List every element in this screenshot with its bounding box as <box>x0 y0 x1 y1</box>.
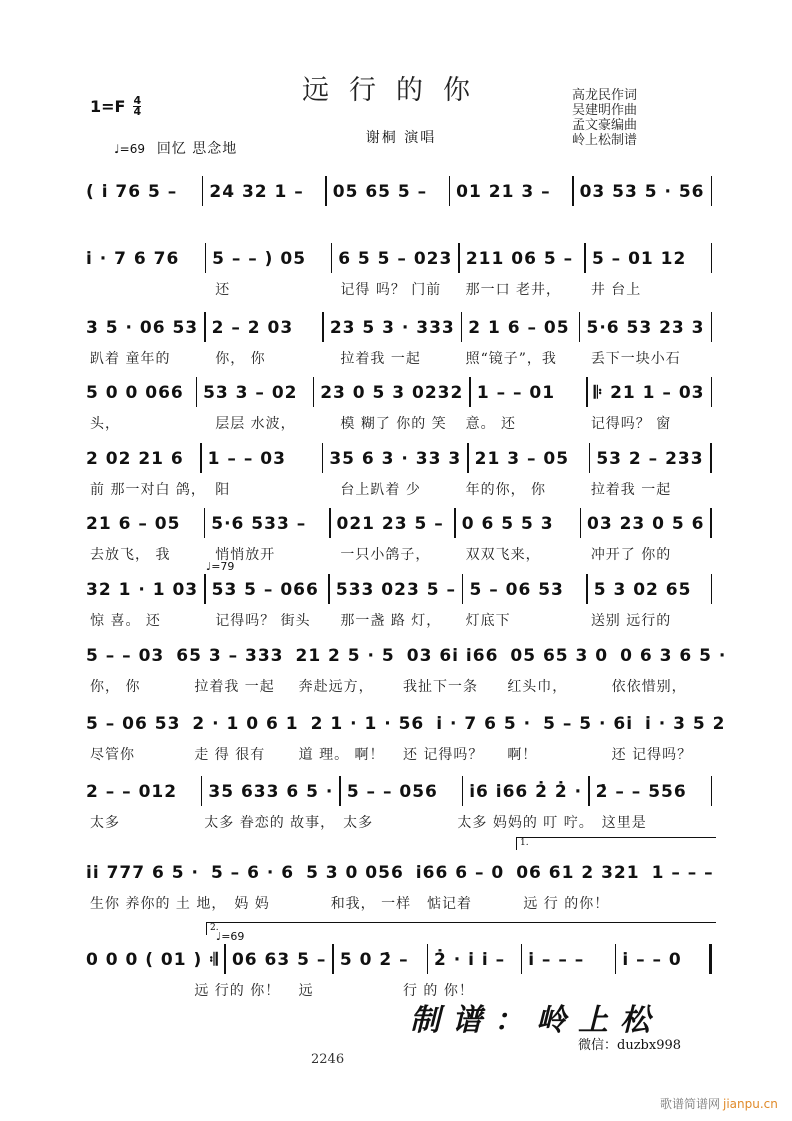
lyric-segment: 红头巾， <box>507 679 568 695</box>
notation-staff <box>86 443 712 469</box>
score-line <box>86 640 727 696</box>
score-line <box>86 923 712 1000</box>
measure: 5 – 06 53 <box>86 714 181 734</box>
measure: 021 23 5 – <box>336 514 444 534</box>
measure: 0 0 0 ( 01 ) 𝄇 <box>86 950 219 970</box>
measure: i̇i̇ 777 6 5 · <box>86 863 199 883</box>
lyric-segment: 远 行 的你！ <box>523 896 610 912</box>
score-line <box>86 708 726 764</box>
measure: 5 – 06 53 <box>469 580 564 600</box>
barline <box>709 944 712 974</box>
lyrics-line <box>86 676 712 696</box>
lyric-segment <box>86 279 211 299</box>
barline <box>711 776 713 806</box>
notation-staff <box>86 857 712 883</box>
measure: 1 – – – <box>651 863 714 883</box>
transcriber-signature: 制谱：岭上松 <box>410 1003 662 1038</box>
lyric-segment: 太多 <box>343 815 374 831</box>
measure: 5 3 02 65 <box>593 580 692 600</box>
measure: 5 0 0 066 <box>86 383 184 403</box>
lyric-segment: 一只小鸽子， <box>340 547 431 563</box>
lyric-segment: 啊！ <box>507 747 538 763</box>
lyric-segment: 意。 还 <box>465 416 517 432</box>
measure: 23 5 3 · 333 <box>329 318 455 338</box>
measure: 3 5 · 06 53 <box>86 318 199 338</box>
tempo-value: ♩=69 <box>114 142 145 156</box>
score-line <box>86 508 712 564</box>
measure: 01 21 3 – <box>456 182 551 202</box>
measure: 06 61 2 321 <box>516 863 640 883</box>
measure: 35 633 6 5 · <box>208 782 334 802</box>
lyricist-credit: 高龙民作词 <box>572 88 638 103</box>
lyrics-line <box>86 348 712 368</box>
volta-second-ending: 2. <box>206 922 716 935</box>
notation-staff <box>86 243 712 269</box>
lyric-segment: 拉着我 一起 <box>340 351 421 367</box>
barline <box>711 243 713 273</box>
lyric-segment: 灯底下 <box>465 613 511 629</box>
lyric-segment: 惦记着 <box>427 896 473 912</box>
lyric-segment: 远 <box>298 983 314 999</box>
measure: 35 6 3 · 33 3 <box>329 449 462 469</box>
notation-staff <box>86 312 712 338</box>
lyric-segment: 妈 妈 <box>234 896 270 912</box>
measure: 53 5 – 066 <box>211 580 319 600</box>
watermark <box>660 1095 778 1112</box>
measure: 53 3 – 02 <box>203 383 298 403</box>
lyric-segment: 太多 <box>90 815 120 831</box>
measure: 211 06 5 – <box>465 249 574 269</box>
barline <box>710 508 712 538</box>
score-line <box>86 443 712 499</box>
lyric-segment: 这里是 <box>601 815 647 831</box>
lyric-segment: 照“镜子”，我 <box>465 351 557 367</box>
measure: i̇66 6 – 0 <box>415 863 505 883</box>
lyric-segment: 我扯下一条 <box>402 679 478 695</box>
measure: i̇6 i̇66 2̇ 2̇ · <box>469 782 583 802</box>
lyric-segment: 拉着我 一起 <box>590 482 672 498</box>
key-label: 1=F <box>90 97 126 116</box>
lyric-segment: 井 台上 <box>590 282 642 298</box>
measure: 2 1 6 – 05 <box>468 318 570 338</box>
lyric-segment: 奔赴远方， <box>298 679 374 695</box>
lyric-segment: 还 记得吗？ <box>611 747 693 763</box>
lyric-segment: 还 记得吗？ <box>402 747 484 763</box>
lyrics-line <box>86 812 712 832</box>
lyric-segment: 走 得 很有 <box>194 747 266 763</box>
score-line <box>86 560 712 630</box>
lyric-segment: 送别 远行的 <box>590 613 672 629</box>
lyrics-line <box>86 413 712 433</box>
lyric-segment: 层层 水波， <box>215 416 296 432</box>
measure: 2 1 · 1 · 56 <box>310 714 425 734</box>
notation-staff <box>86 508 712 534</box>
measure: 21 2 5 · 5 <box>295 646 395 666</box>
measure: 5 0 2̇ – <box>339 950 409 970</box>
lyric-segment: 太多 眷恋的 故事， <box>204 815 336 831</box>
score-line <box>86 243 712 299</box>
lyrics-line <box>86 544 712 564</box>
lyric-segment: 还 <box>215 282 231 298</box>
lyric-segment: 行 的 你！ <box>402 983 474 999</box>
measure: 5·6 53 23 3 <box>586 318 705 338</box>
measure: 03 6i̇ i̇66 <box>406 646 499 666</box>
barline <box>711 574 713 604</box>
lyrics-line <box>86 610 712 630</box>
measure: 1 – – 03 <box>207 449 286 469</box>
lyric-segment: 台上趴着 少 <box>340 482 421 498</box>
lyric-segment: 双双飞来， <box>465 547 541 563</box>
measure: 0 6 3 6 5 · <box>620 646 727 666</box>
measure: 2 · 1 0 6 1 <box>192 714 299 734</box>
lyric-segment: 和我， 一样 <box>330 896 412 912</box>
measure: 05 65 5 – <box>332 182 428 202</box>
measure: i̇ – – – <box>528 950 585 970</box>
tempo-change: ♩=79 <box>206 560 235 573</box>
watermark-domain: jianpu.cn <box>723 1097 778 1111</box>
lyric-segment <box>616 893 712 913</box>
lyric-segment: 模 糊了 你的 笑 <box>340 416 447 432</box>
measure: 21 6 – 05 <box>86 514 181 534</box>
volta-first-ending: 1. <box>516 837 716 850</box>
notation-staff <box>86 640 727 666</box>
lyric-segment: 尽管你 <box>90 747 135 763</box>
notation-staff <box>86 776 712 802</box>
measure: i̇ · 7 6 76 <box>86 249 180 269</box>
lyric-segment: 拉着我 一起 <box>194 679 275 695</box>
measure: 5 – – ) 05 <box>212 249 307 269</box>
lyric-segment: 去放飞， 我 <box>90 547 171 563</box>
measure: 03 23 0 5 6 <box>587 514 705 534</box>
arranger-credit: 孟文豪编曲 <box>572 118 638 133</box>
lyric-segment: 惊 喜。 还 <box>90 613 161 629</box>
measure: 65 3 – 333 <box>176 646 284 666</box>
transcriber-credit: 岭上松制谱 <box>572 133 638 148</box>
measure: 06 63 5 – <box>231 950 327 970</box>
measure: i̇ · 3 5 2 <box>645 714 726 734</box>
measure: i̇ · 7 6 5 · <box>436 714 532 734</box>
lyric-segment: 生你 养你的 土 地， <box>90 896 227 912</box>
measure: 03 53 5 · 56 <box>579 182 705 202</box>
lyrics-line <box>86 893 712 913</box>
measure: 𝄆 21 1 – 03 <box>593 383 705 403</box>
measure: 23 0 5 3 0232 <box>320 383 464 403</box>
lyric-segment: 趴着 童年的 <box>90 351 171 367</box>
tempo-marking <box>114 138 237 158</box>
lyric-segment: 年的你， 你 <box>465 482 547 498</box>
measure: ( i̇ 76 5 – <box>86 182 178 202</box>
measure: i̇ – – 0 <box>622 950 682 970</box>
lyrics-line <box>86 479 712 499</box>
lyric-segment: 头， <box>90 416 120 432</box>
expression-marking: 回忆 思念地 <box>156 141 238 157</box>
wechat-id: 微信：duzbx998 <box>578 1038 682 1053</box>
lyric-segment: 依依惜别， <box>611 679 687 695</box>
song-title: 远行的你 <box>302 75 490 106</box>
score-line <box>86 377 712 433</box>
measure: 32 1 · 1 03 <box>86 580 199 600</box>
lyric-segment: 前 那一对白 鸽， <box>90 482 206 498</box>
measure: 5 – – 03 <box>86 646 165 666</box>
lyric-segment: 冲开了 你的 <box>590 547 672 563</box>
lyric-segment: 那一盏 路 灯， <box>340 613 442 629</box>
score-line <box>86 776 712 832</box>
notation-staff <box>86 176 712 202</box>
measure: 53 2 – 233 <box>596 449 704 469</box>
measure: 0 6 5 5 3 <box>461 514 554 534</box>
lyric-segment: 你， 你 <box>215 351 266 367</box>
measure: 1 – – 01 <box>476 383 556 403</box>
score-line <box>86 838 714 913</box>
measure: 5 – 6 · 6 <box>210 863 295 883</box>
barline <box>711 176 713 206</box>
measure: 2 – 2 03 <box>211 318 294 338</box>
measure: 2 02 21 6 <box>86 449 184 469</box>
measure: 2 – – 012 <box>86 782 178 802</box>
lyrics-line <box>86 279 712 299</box>
lyric-segment: 悄悄放开 <box>215 547 276 563</box>
notation-staff <box>86 574 712 600</box>
key-signature <box>90 96 141 117</box>
lyric-segment: 记得吗？ 街头 <box>215 613 311 629</box>
lyric-segment: 你， 你 <box>90 679 141 695</box>
barline <box>710 443 712 473</box>
notation-staff <box>86 708 726 734</box>
barline <box>711 312 713 342</box>
lyric-segment: 那一口 老井， <box>465 282 562 298</box>
lyric-segment: 太多 妈妈的 叮 咛。 <box>457 815 594 831</box>
measure: 5 – – 056 <box>346 782 438 802</box>
measure: 05 65 3 0 <box>510 646 609 666</box>
measure: 2̇ · i̇ i̇ – <box>434 950 506 970</box>
lyric-segment: 记得 吗？ 门前 <box>340 282 442 298</box>
lyric-segment: 阳 <box>215 482 231 498</box>
measure: 533 023 5 – <box>335 580 456 600</box>
lyrics-line <box>86 744 712 764</box>
time-signature: $\frac{4}{4}$ <box>133 94 142 118</box>
score-line <box>86 312 712 368</box>
barline <box>711 377 713 407</box>
notation-staff <box>86 944 712 970</box>
tempo-change: ♩=69 <box>216 930 245 943</box>
lyric-segment: 丢下一块小石 <box>590 351 681 367</box>
singer-credit: 谢桐 演唱 <box>365 130 437 146</box>
lyric-segment: 远 行的 你！ <box>194 983 281 999</box>
measure: 5·6 533 – <box>211 514 307 534</box>
measure: 5 3 0 056 <box>306 863 404 883</box>
watermark-site: 歌谱简谱网 <box>660 1097 721 1111</box>
measure: 5 – 5 · 6i̇ <box>543 714 634 734</box>
page-number: 2246 <box>311 1052 345 1067</box>
score-line <box>86 176 712 212</box>
measure: 21 3 – 05 <box>474 449 570 469</box>
measure: 6 5 5 – 023 <box>338 249 453 269</box>
lyric-segment <box>86 980 190 1000</box>
lyric-segment: 道 理。 啊！ <box>298 747 385 763</box>
credits-block <box>572 88 637 148</box>
composer-credit: 吴建明作曲 <box>572 103 638 118</box>
notation-staff <box>86 377 712 403</box>
measure: 5 – 01 12 <box>591 249 687 269</box>
lyric-segment: 记得吗？ 窗 <box>590 416 672 432</box>
measure: 24 32 1 – <box>209 182 304 202</box>
measure: 2̇ – – 556 <box>595 782 687 802</box>
